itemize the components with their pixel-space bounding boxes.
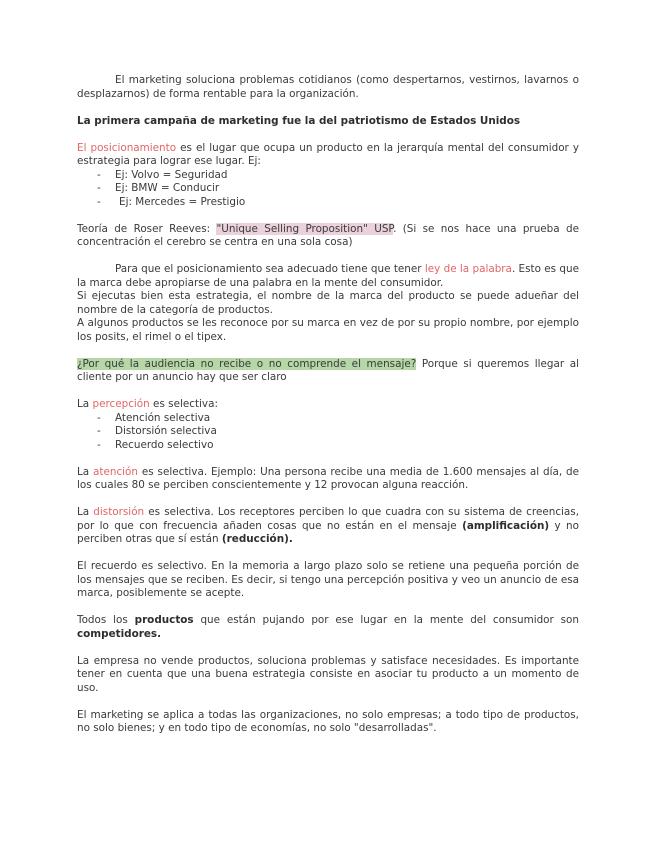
list-item: - Ej: Mercedes = Prestigio [77, 196, 579, 210]
brand-name-paragraph: A algunos productos se les reconoce por su marca en vez de por su propio nombre, por ejemplo los posits, el rimel o el tipex. [77, 317, 579, 343]
perception-term: percepción [92, 398, 150, 410]
perception-paragraph: La percepción es selectiva: [77, 398, 218, 410]
examples-list [77, 169, 579, 210]
list-item: - Ej: BMW = Conducir [77, 182, 579, 196]
intro-paragraph: El marketing soluciona problemas cotidianos (como despertarnos, vestirnos, lavarnos o desplazarnos) de forma rentable para la organización. [77, 74, 579, 100]
company-paragraph: La empresa no vende productos, soluciona problemas y satisface necesidades. Es importante tener en cuenta que una buena estrategia consiste en asociar tu producto a un momento de uso. [77, 654, 579, 694]
distortion-term: distorsión [93, 506, 145, 518]
word-law-term: ley de la palabra [424, 263, 512, 275]
usp-highlight: "Unique Selling Proposition" USP [216, 222, 394, 235]
scope-paragraph: El marketing se aplica a todas las organizaciones, no solo empresas; a todo tipo de productos, no solo bienes; y en todo tipo de economías, no solo "desarrolladas". [77, 708, 579, 734]
list-item: - Recuerdo selectivo [77, 439, 579, 453]
competitors-paragraph: Todos los productos que están pujando por ese lugar en la mente del consumidor son competidores. [77, 614, 579, 640]
strategy-paragraph: Si ejecutas bien esta estrategia, el nombre de la marca del producto se puede adueñar del nombre de la categoría de productos. [77, 290, 579, 316]
document-page [77, 74, 579, 736]
audience-question-highlight: ¿Por qué la audiencia no recibe o no comprende el mensaje? [77, 357, 417, 370]
distortion-paragraph: La distorsión es selectiva. Los receptores perciben lo que cuadra con su sistema de creencias, por lo que con frecuencia añaden cosas que no están en el mensaje (amplificación) y no perciben otras que sí están (reducción). [77, 506, 579, 545]
positioning-term: El posicionamiento [77, 141, 177, 154]
attention-paragraph: La atención es selectiva. Ejemplo: Una persona recibe una media de 1.600 mensajes al día, de los cuales 80 se perciben conscientemente y 12 provocan alguna reacción. [77, 465, 579, 491]
audience-paragraph: ¿Por qué la audiencia no recibe o no comprende el mensaje? Porque si queremos llegar al cliente por un anuncio hay que ser claro [77, 357, 579, 383]
list-item: - Ej: Volvo = Seguridad [77, 169, 579, 183]
list-item: - Distorsión selectiva [77, 425, 579, 439]
list-item: - Atención selectiva [77, 412, 579, 426]
word-law-paragraph: Para que el posicionamiento sea adecuado tiene que tener ley de la palabra. Esto es que la marca debe apropiarse de una palabra en la mente del consumidor. [77, 263, 579, 289]
memory-paragraph: El recuerdo es selectivo. En la memoria a largo plazo solo se retiene una pequeña porción de los mensajes que se reciben. Es decir, si tengo una percepción positiva y veo un anuncio de esa marca, posiblemente se acepte. [77, 560, 579, 599]
attention-term: atención [93, 465, 138, 478]
positioning-paragraph: El posicionamiento es el lugar que ocupa un producto en la jerarquía mental del consumidor y estrategia para lograr ese lugar. Ej: [77, 141, 580, 167]
section-heading: La primera campaña de marketing fue la del patriotismo de Estados Unidos [77, 114, 521, 127]
usp-paragraph: Teoría de Roser Reeves: "Unique Selling Proposition" USP. (Si se nos hace una prueba de concentración el cerebro se centra en una sola cosa) [77, 222, 579, 248]
selective-list [77, 412, 579, 453]
